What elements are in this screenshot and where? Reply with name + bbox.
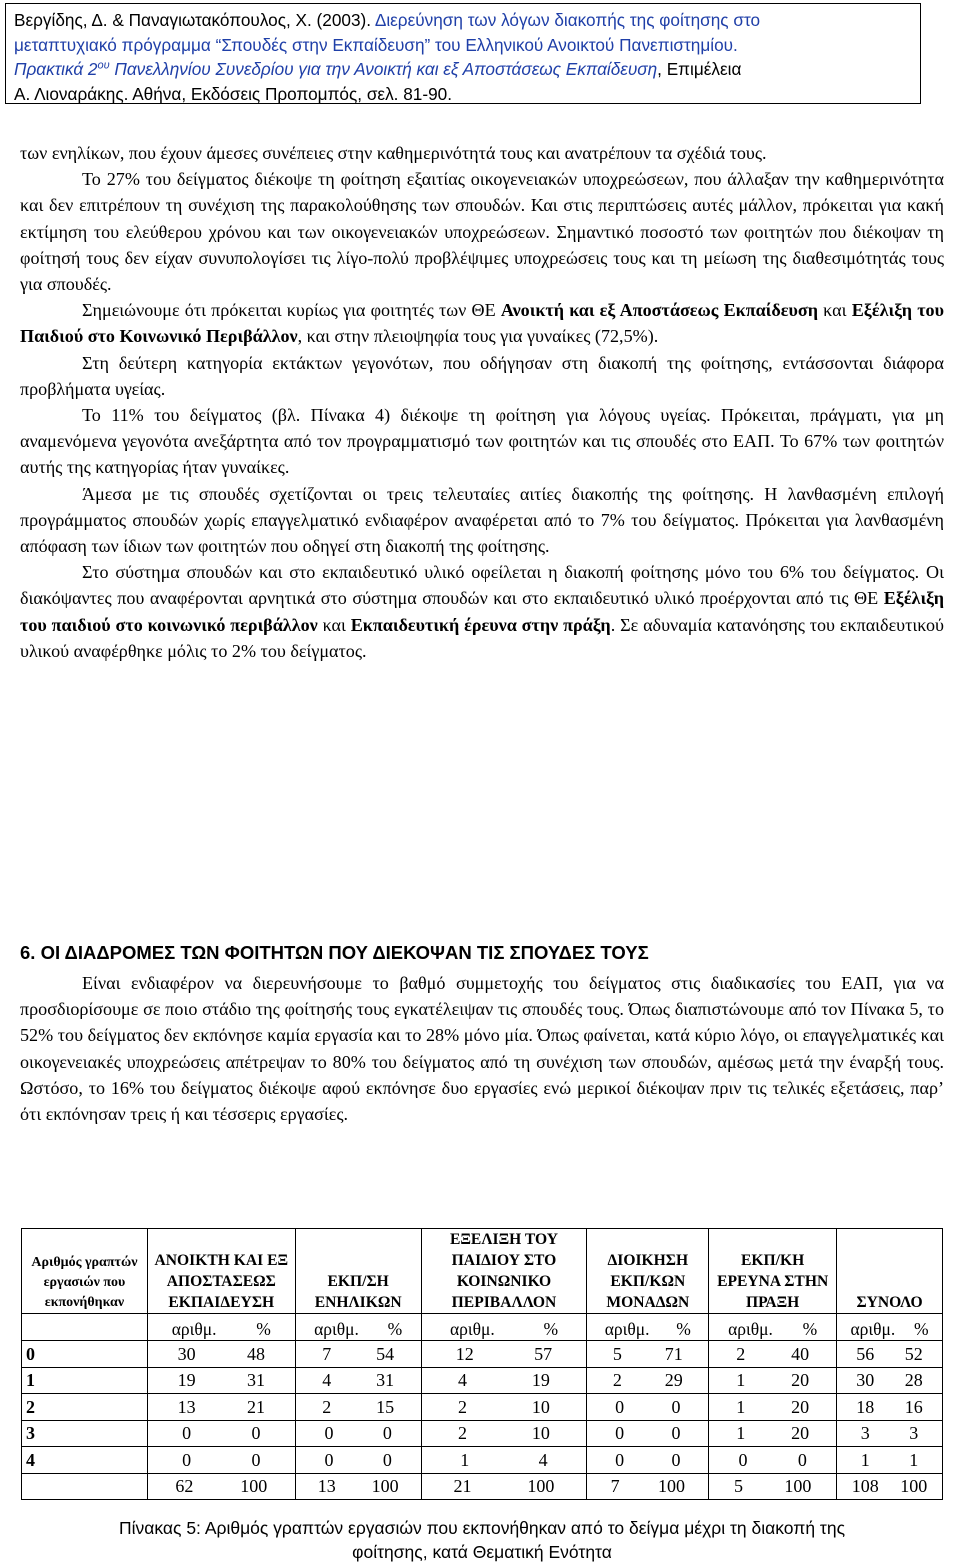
table-cell: 5 71 [587, 1341, 709, 1368]
citation-box [5, 3, 921, 104]
table-cell: 0 0 [587, 1447, 709, 1474]
table-row [22, 1420, 943, 1447]
row-label: 0 [22, 1341, 148, 1368]
table-subheader-row: αριθμ. % αριθμ. % αριθμ. % αριθμ. % αριθμ. % αριθμ. % [22, 1314, 943, 1341]
table-header-row [22, 1229, 943, 1314]
citation-line-3: Πρακτικά $2^{o\upsilon}$ Πανελληνίου Συνεδρίου για την Ανοικτή και εξ Αποστάσεως Εκπαίδευση, Επιμέλεια [14, 59, 742, 79]
table-cell: 30 28 [837, 1367, 943, 1394]
paragraph-6: Άμεσα με τις σπουδές σχετίζονται οι τρεις τελευταίες αιτίες διακοπής της φοίτησης. Η λανθασμένη επιλογή προγράμματος σπουδών χωρίς επαγγελματικό ενδιαφέρον αναφέρεται από το 7% του δείγματος. Πρόκειται για λανθασμένη απόφαση των ίδιων των φοιτητών που οδηγεί στη διακοπή της φοίτησης. [20, 483, 944, 557]
table-cell: 5 100 [709, 1473, 837, 1500]
table-header-cell: ΕΚΠ/ΚΗ ΕΡΕΥΝΑ ΣΤΗΝ ΠΡΑΞΗ [709, 1229, 837, 1314]
table-cell: 13 100 [295, 1473, 421, 1500]
table-cell: 12 57 [421, 1341, 587, 1368]
table-header-cell: ΔΙΟΙΚΗΣΗ ΕΚΠ/ΚΩΝ ΜΟΝΑΔΩΝ [587, 1229, 709, 1314]
table-cell: 30 48 [147, 1341, 295, 1368]
table-cell: 4 31 [295, 1367, 421, 1394]
table-row [22, 1473, 943, 1500]
table-body [22, 1341, 943, 1500]
table-row [22, 1394, 943, 1421]
row-label: 4 [22, 1447, 148, 1474]
row-label: 1 [22, 1367, 148, 1394]
table-cell: 19 31 [147, 1367, 295, 1394]
paragraph-1: των ενηλίκων, που έχουν άμεσες συνέπειες στην καθημερινότητά τους και ανατρέπουν τα σχέδιά τους. [20, 143, 767, 163]
paragraph-7: Στο σύστημα σπουδών και στο εκπαιδευτικό υλικό οφείλεται η διακοπή φοίτησης μόνο του 6% του δείγματος. Οι διακόψαντες που αναφέρονται αρνητικά στο σύστημα σπουδών και στο εκπαιδευτικό υλικό προέρχονται από τις ΘΕ Εξέλιξη του παιδιού στο κοινωνικό περιβάλλον και Εκπαιδευτική έρευνα στην πράξη. Σε αδυναμία κατανόησης του εκπαιδευτικού υλικού αναφέρθηκε μόλις το 2% του δείγματος. [20, 562, 944, 661]
citation-title: Διερεύνηση των λόγων διακοπής της φοίτησης στο [374, 10, 761, 30]
table-cell: 2 10 [421, 1394, 587, 1421]
table-cell: 0 0 [147, 1420, 295, 1447]
table-header-cell: ΕΚΠ/ΣΗ ΕΝΗΛΙΚΩΝ [295, 1229, 421, 1314]
citation-line-4: Α. Λιοναράκης. Αθήνα, Εκδόσεις Προπομπός, σελ. 81-90. [14, 83, 452, 104]
paragraph-3: Σημειώνουμε ότι πρόκειται κυρίως για φοιτητές των ΘΕ Ανοικτή και εξ Αποστάσεως Εκπαίδευση και Εξέλιξη του Παιδιού στο Κοινωνικό Περιβάλλον, και στην πλειοψηφία τους για γυναίκες (72,5%). [20, 300, 945, 347]
table-cell: 0 0 [587, 1394, 709, 1421]
table-cell: 0 0 [147, 1447, 295, 1474]
row-label: 2 [22, 1394, 148, 1421]
table-cell: 0 0 [295, 1420, 421, 1447]
table-cell: 0 0 [709, 1447, 837, 1474]
table-cell: 2 40 [709, 1341, 837, 1368]
table-cell: 108 100 [837, 1473, 943, 1500]
row-label [22, 1473, 148, 1500]
section-heading: 6. ΟΙ ΔΙΑΔΡΟΜΕΣ ΤΩΝ ΦΟΙΤΗΤΩΝ ΠΟΥ ΔΙΕΚΟΨΑΝ ΤΙΣ ΣΠΟΥΔΕΣ ΤΟΥΣ [20, 942, 649, 963]
table-cell: 0 0 [295, 1447, 421, 1474]
table-row [22, 1341, 943, 1368]
citation-line-2: μεταπτυχιακό πρόγραμμα “Σπουδές στην Εκπαίδευση” του Ελληνικού Ανοικτού Πανεπιστημίου. [14, 34, 738, 55]
table-cell: 1 20 [709, 1394, 837, 1421]
section-paragraph-1: Είναι ενδιαφέρον να διερευνήσουμε το βαθμό συμμετοχής του δείγματος στις διαδικασίες του ΕΑΠ, για να προσδιορίσουμε σε ποιο στάδιο της φοίτησής τους εγκατέλειψαν τις σπουδές τους. Όπως διαπιστώνουμε από τον Πίνακα 5, το 52% του δείγματος δεν εκπόνησε καμία εργασία και το 28% μόνο μία. Όπως φαίνεται, κατά κύριο λόγο, οι επαγγελματικές και οικογενειακές υποχρεώσεις απέτρεψαν το 80% του δείγματος από τη συνέχιση των σπουδών, αμέσως μετά την έναρξή τους. Ωστόσο, το 16% του δείγματος διέκοψε αφού εκπόνησε δυο εργασίες ενώ μερικοί διέκοψαν πριν τις τελικές εξετάσεις, παρ’ ότι εκπόνησαν τρεις ή και τέσσερις εργασίες. [20, 973, 944, 1125]
table-cell: 4 19 [421, 1367, 587, 1394]
table-header-cell: ΕΞΕΛΙΞΗ ΤΟΥ ΠΑΙΔΙΟΥ ΣΤΟ ΚΟΙΝΩΝΙΚΟ ΠΕΡΙΒΑΛΛΟΝ [421, 1229, 587, 1314]
citation-line-1: Βεργίδης, Δ. & Παναγιωτακόπουλος, Χ. (2003). Διερεύνηση των λόγων διακοπής της φοίτησης στο [14, 10, 761, 30]
table-cell: 62 100 [147, 1473, 295, 1500]
table-cell: 2 10 [421, 1420, 587, 1447]
table-cell: 21 100 [421, 1473, 587, 1500]
paragraph-5: Το 11% του δείγματος (βλ. Πίνακα 4) διέκοψε τη φοίτηση για λόγους υγείας. Πρόκειται, πράγματι, για μη αναμενόμενα γεγονότα ανεξάρτητα από τον προγραμματισμό των φοιτητών και τις σπουδές στο ΕΑΠ. Το 67% των φοιτητών αυτής της κατηγορίας ήταν γυναίκες. [20, 405, 944, 478]
table-header-cell: Αριθμός γραπτών εργασιών που εκπονήθηκαν [22, 1229, 148, 1314]
body-text [20, 140, 944, 664]
paragraph-2: Το 27% του δείγματος διέκοψε τη φοίτηση εξαιτίας οικογενειακών υποχρεώσεων, που άλλαξαν την καθημερινότητα και δεν επιτρέπουν τη συνέχιση της παρακολούθησης των σπουδών. Και στις περιπτώσεις αυτές μάλλον, πρόκειται για κακή εκτίμηση του ελεύθερου χρόνου και των οικογενειακών υποχρεώσεων. Σημαντικό ποσοστό των φοιτητών που διέκοψαν τη φοίτησή τους δεν είχαν συνυπολογίσει τις λίγο-πολύ προβλέψιμες υποχρεώσεις τους και τη μείωση της διαθεσιμότητάς τους για σπουδές. [20, 169, 944, 295]
table-cell: 13 21 [147, 1394, 295, 1421]
table-row [22, 1367, 943, 1394]
paragraph-4: Στη δεύτερη κατηγορία εκτάκτων γεγονότων, που οδήγησαν στη διακοπή της φοίτησης, εντάσσονται διάφορα προβλήματα υγείας. [20, 352, 944, 399]
table-cell: 56 52 [837, 1341, 943, 1368]
table-cell: 2 29 [587, 1367, 709, 1394]
table-cell: 1 20 [709, 1420, 837, 1447]
table-cell: 18 16 [837, 1394, 943, 1421]
table-5 [21, 1228, 943, 1500]
table-cell: 1 4 [421, 1447, 587, 1474]
table-cell: 0 0 [587, 1420, 709, 1447]
table-cell: 7 100 [587, 1473, 709, 1500]
table-cell: 1 20 [709, 1367, 837, 1394]
table-cell: 3 3 [837, 1420, 943, 1447]
table-header-cell: ΣΥΝΟΛΟ [837, 1229, 943, 1314]
table-cell: 2 15 [295, 1394, 421, 1421]
row-label: 3 [22, 1420, 148, 1447]
table-caption: Πίνακας 5: Αριθμός γραπτών εργασιών που εκπονήθηκαν από το δείγμα μέχρι τη διακοπή της φοίτησης, κατά Θεματική Ενότητα [118, 1518, 846, 1562]
table-header-cell: ΑΝΟΙΚΤΗ ΚΑΙ ΕΞ ΑΠΟΣΤΑΣΕΩΣ ΕΚΠΑΙΔΕΥΣΗ [147, 1229, 295, 1314]
table-row [22, 1447, 943, 1474]
table-cell: 7 54 [295, 1341, 421, 1368]
section-text [20, 970, 944, 1127]
table-cell: 1 1 [837, 1447, 943, 1474]
